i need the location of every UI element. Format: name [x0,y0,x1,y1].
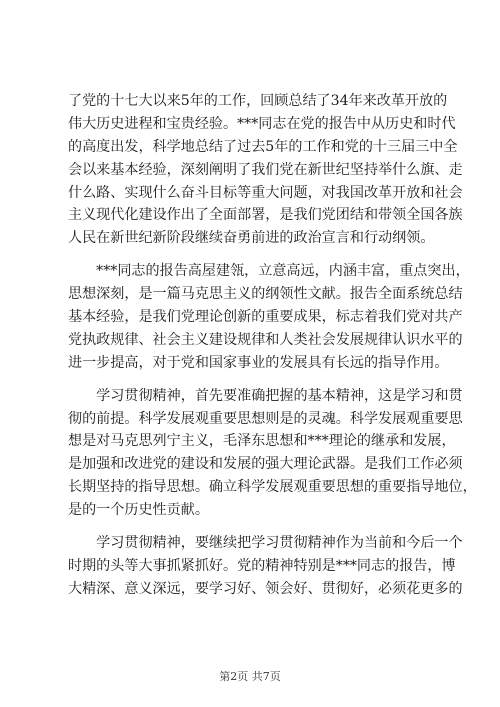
text-line: 会以来基本经验，深刻阐明了我们党在新世纪坚持举什么旗、走 [68,161,463,178]
text-line: 学习贯彻精神，首先要准确把握的基本精神，这是学习和贯 [68,387,463,404]
page-number-footer: 第2页 共7页 [219,670,281,683]
text-line: 学习贯彻精神，要继续把学习贯彻精神作为当前和今后一个 [68,535,463,552]
text-line: 时期的头等大事抓紧抓好。党的精神特别是***同志的报告，博 [68,557,456,574]
text-line: 想是对马克思列宁主义，毛泽东思想和***理论的继承和发展， [68,433,456,450]
text-line: 大精深、意义深远，要学习好、领会好、贯彻好，必须花更多的 [68,580,463,597]
text-line: 是的一个历史性贡献。 [68,502,209,519]
text-line: 思想深刻，是一篇马克思主义的纲领性文献。报告全面系统总结 [68,286,463,303]
text-line: ***同志的报告高屋建瓴，立意高远，内涵丰富，重点突出， [68,263,470,280]
text-line: 进一步提高，对于党和国家事业的发展具有长远的指导作用。 [68,354,449,371]
text-line: 主义现代化建设作出了全面部署，是我们党团结和带领全国各族 [68,207,463,224]
text-line: 党执政规律、社会主义建设规律和人类社会发展规律认识水平的 [68,331,463,348]
text-line: 基本经验，是我们党理论创新的重要成果，标志着我们党对共产 [68,309,463,326]
text-line: 人民在新世纪新阶段继续奋勇前进的政治宣言和行动纲领。 [68,230,435,247]
document-body [68,90,477,601]
text-line: 了党的十七大以来5年的工作，回顾总结了34年来改革开放的 [68,93,448,109]
text-line: 伟大历史进程和宝贵经验。***同志在党的报告中从历史和时代 [68,115,456,132]
text-line: 彻的前提。科学发展观重要思想则是的灵魂。科学发展观重要思 [68,410,463,427]
text-line: 什么路、实现什么奋斗目标等重大问题，对我国改革开放和社会 [68,184,463,201]
text-line: 长期坚持的指导思想。确立科学发展观重要思想的重要指导地位， [68,479,477,496]
text-line: 是加强和改进党的建设和发展的强大理论武器。是我们工作必须 [68,456,463,473]
text-line: 的高度出发，科学地总结了过去5年的工作和党的十三届三中全 [68,138,458,155]
